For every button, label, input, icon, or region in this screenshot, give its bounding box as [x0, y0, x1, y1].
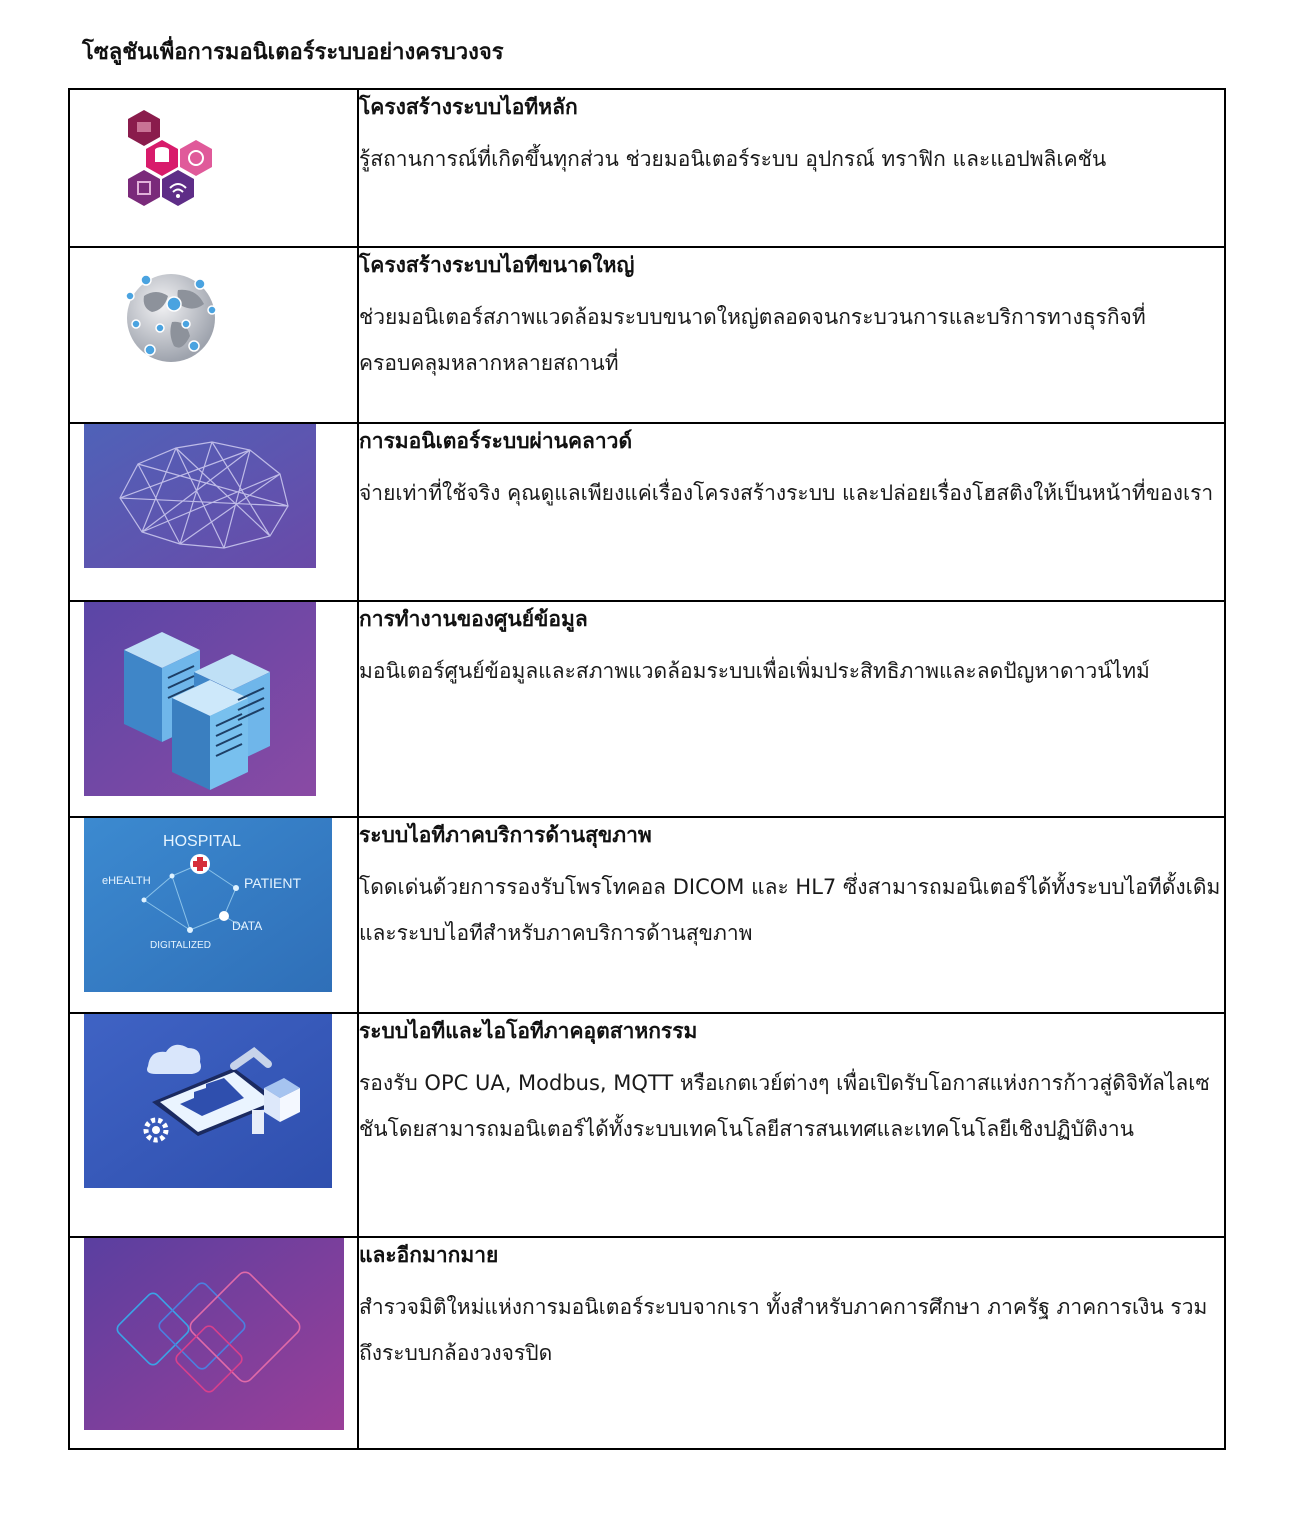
industrial-iot-icon	[70, 1014, 357, 1188]
globe-locations-icon	[70, 248, 357, 366]
image-cell	[69, 247, 358, 423]
table-row	[69, 1237, 1225, 1449]
text-cell	[358, 89, 1225, 247]
image-cell	[69, 1237, 358, 1449]
table-row	[69, 601, 1225, 817]
image-cell	[69, 601, 358, 817]
text-cell	[358, 247, 1225, 423]
hospital-label: HOSPITAL	[163, 833, 241, 850]
ehealth-label: eHEALTH	[102, 875, 151, 887]
page-heading: โซลูชันเพื่อการมอนิเตอร์ระบบอย่างครบวงจร	[82, 40, 504, 65]
data-label: DATA	[232, 919, 263, 933]
patient-label: PATIENT	[244, 875, 302, 891]
healthcare-network-icon	[70, 818, 357, 992]
row-title: ระบบไอทีภาคบริการด้านสุขภาพ	[359, 823, 652, 847]
row-description: ช่วยมอนิเตอร์สภาพแวดล้อมระบบขนาดใหญ่ตลอดจนกระบวนการและบริการทางธุรกิจที่ครอบคลุมหลากหลายสถานที่	[359, 305, 1146, 375]
row-description: โดดเด่นด้วยการรองรับโพรโทคอล DICOM และ HL7 ซึ่งสามารถมอนิเตอร์ได้ทั้งระบบไอทีดั้งเดิมและระบบไอทีสำหรับภาคบริการด้านสุขภาพ	[359, 875, 1221, 945]
row-title: โครงสร้างระบบไอทีขนาดใหญ่	[359, 253, 635, 277]
table-row	[69, 817, 1225, 1013]
table-row	[69, 1013, 1225, 1237]
abstract-diamonds-icon	[70, 1238, 357, 1430]
row-description: สำรวจมิติใหม่แห่งการมอนิเตอร์ระบบจากเรา ทั้งสำหรับภาคการศึกษา ภาครัฐ ภาคการเงิน รวมถึงระบบกล้องวงจรปิด	[359, 1295, 1208, 1365]
text-cell	[358, 1013, 1225, 1237]
row-title: ระบบไอทีและไอโอทีภาคอุตสาหกรรม	[359, 1019, 698, 1043]
digitalized-label: DIGITALIZED	[150, 940, 211, 951]
table-row	[69, 423, 1225, 601]
data-center-servers-icon	[70, 602, 357, 796]
row-description: รองรับ OPC UA, Modbus, MQTT หรือเกตเวย์ต่างๆ เพื่อเปิดรับโอกาสแห่งการก้าวสู่ดิจิทัลไลเซชันโดยสามารถมอนิเตอร์ได้ทั้งระบบเทคโนโลยีสารสนเทศและเทคโนโลยีเชิงปฏิบัติงาน	[359, 1071, 1210, 1141]
row-description: จ่ายเท่าที่ใช้จริง คุณดูแลเพียงแค่เรื่องโครงสร้างระบบ และปล่อยเรื่องโฮสติงให้เป็นหน้าที่ของเรา	[359, 481, 1214, 505]
row-description: รู้สถานการณ์ที่เกิดขึ้นทุกส่วน ช่วยมอนิเตอร์ระบบ อุปกรณ์ ทราฟิก และแอปพลิเคชัน	[359, 147, 1107, 171]
image-cell	[69, 1013, 358, 1237]
row-title: และอีกมากมาย	[359, 1243, 499, 1267]
image-cell	[69, 817, 358, 1013]
core-infrastructure-hexagons-icon	[70, 90, 357, 208]
row-title: การมอนิเตอร์ระบบผ่านคลาวด์	[359, 429, 633, 453]
text-cell	[358, 817, 1225, 1013]
table-row	[69, 247, 1225, 423]
row-description: มอนิเตอร์ศูนย์ข้อมูลและสภาพแวดล้อมระบบเพื่อเพิ่มประสิทธิภาพและลดปัญหาดาวน์ไทม์	[359, 659, 1150, 683]
table-row	[69, 89, 1225, 247]
text-cell	[358, 1237, 1225, 1449]
row-title: โครงสร้างระบบไอทีหลัก	[359, 95, 578, 119]
cloud-network-mesh-icon	[70, 424, 357, 568]
image-cell	[69, 89, 358, 247]
solutions-table	[68, 88, 1226, 1450]
row-title: การทำงานของศูนย์ข้อมูล	[359, 607, 588, 631]
image-cell	[69, 423, 358, 601]
text-cell	[358, 601, 1225, 817]
text-cell	[358, 423, 1225, 601]
